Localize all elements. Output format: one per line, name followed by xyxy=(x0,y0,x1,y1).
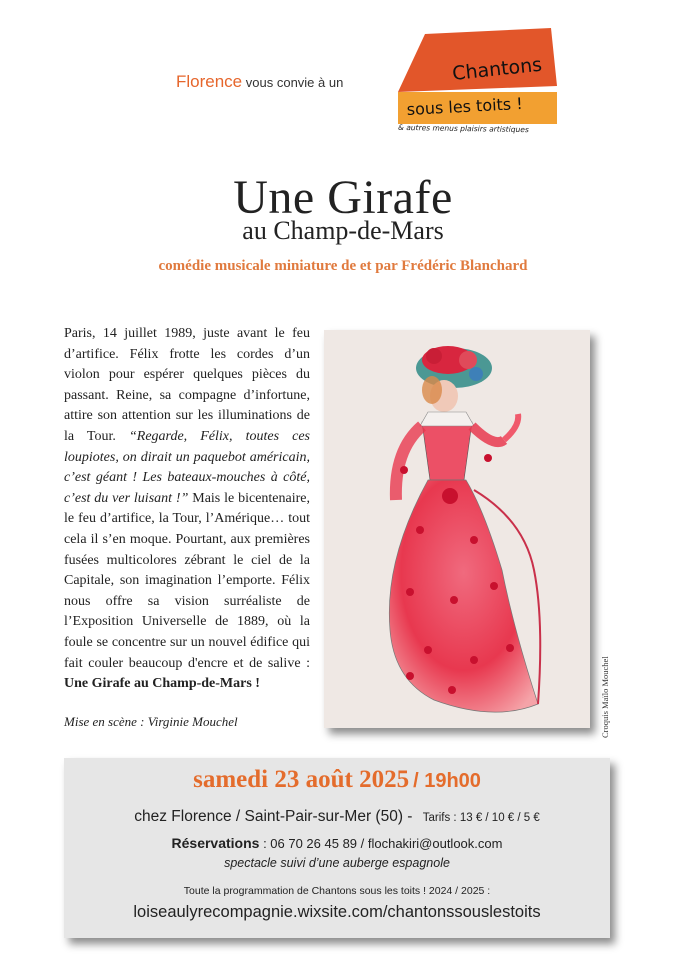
synopsis-text xyxy=(64,324,310,695)
logo-line1: Chantons xyxy=(451,53,544,85)
logo-tagline: & autres menus plaisirs artistiques xyxy=(397,122,529,135)
synopsis-highlight: Une Girafe au Champ-de-Mars ! xyxy=(64,676,260,692)
event-info-box xyxy=(64,758,610,938)
synopsis-part1: Paris, 14 juillet 1989, juste avant le feu d’artifice. Félix frotte les cordes d’un violon pour espérer quelques pièces du passant. Reine, sa compagne d’infortune, attire son attention sur les illuminations de la Tour. xyxy=(64,326,310,444)
sketch-credit xyxy=(596,628,616,738)
event-date: samedi 23 août 2025 xyxy=(193,766,410,793)
reservations-contact: : 06 70 26 45 89 / flochakiri@outlook.com xyxy=(259,836,503,851)
invite-text: vous convie à un xyxy=(245,75,344,90)
event-time: / 19h00 xyxy=(413,770,481,792)
show-title: Une Girafe xyxy=(233,171,453,224)
synopsis-quote: “Regarde, Félix, toutes ces loupiotes, on dirait un paquebot américain, c’est géant ! Les bateaux-mouches à côté, c’est du ver luisant !” xyxy=(64,428,310,506)
invitation-line xyxy=(176,72,343,92)
sketch-credit-text: Croquis Maïlo Mouchel xyxy=(600,656,610,738)
logo-line2: sous les toits ! xyxy=(406,93,524,119)
host-name: Florence xyxy=(176,72,243,91)
event-prices: Tarifs : 13 € / 10 € / 5 € xyxy=(422,812,540,824)
website-link[interactable]: loiseaulyrecompagnie.wixsite.com/chantonssouslestoits xyxy=(133,903,541,921)
reservations-label: Réservations xyxy=(171,835,260,851)
synopsis-part2: Mais le bicentenaire, le feu d’artifice, la Tour, l’Amérique… tout cela il s’en moque. Pourtant, aux premières fusées multicolores zébrant le ciel de la Capitale, son imagination l’emporte. Félix nous offre sa vision surréaliste de l’Exposition Universelle de 1889, où la foule se concentre sur un nouvel édifice qui fait couler beaucoup d'encre et de salive : xyxy=(64,490,310,671)
stage-direction-credit: Mise en scène : Virginie Mouchel xyxy=(64,714,238,729)
show-tagline: comédie musicale miniature de et par Frédéric Blanchard xyxy=(158,258,528,274)
followed-by-note: spectacle suivi d’une auberge espagnole xyxy=(224,856,450,870)
event-venue: chez Florence / Saint-Pair-sur-Mer (50) - xyxy=(134,808,413,825)
costume-sketch-drawing xyxy=(324,330,590,728)
date-line xyxy=(64,766,610,794)
show-subtitle: au Champ-de-Mars xyxy=(242,216,444,245)
program-text: Toute la programmation de Chantons sous les toits ! 2024 / 2025 : xyxy=(183,885,491,897)
reservations-line xyxy=(64,835,610,851)
costume-sketch-illustration xyxy=(324,330,590,728)
venue-line xyxy=(64,808,610,826)
